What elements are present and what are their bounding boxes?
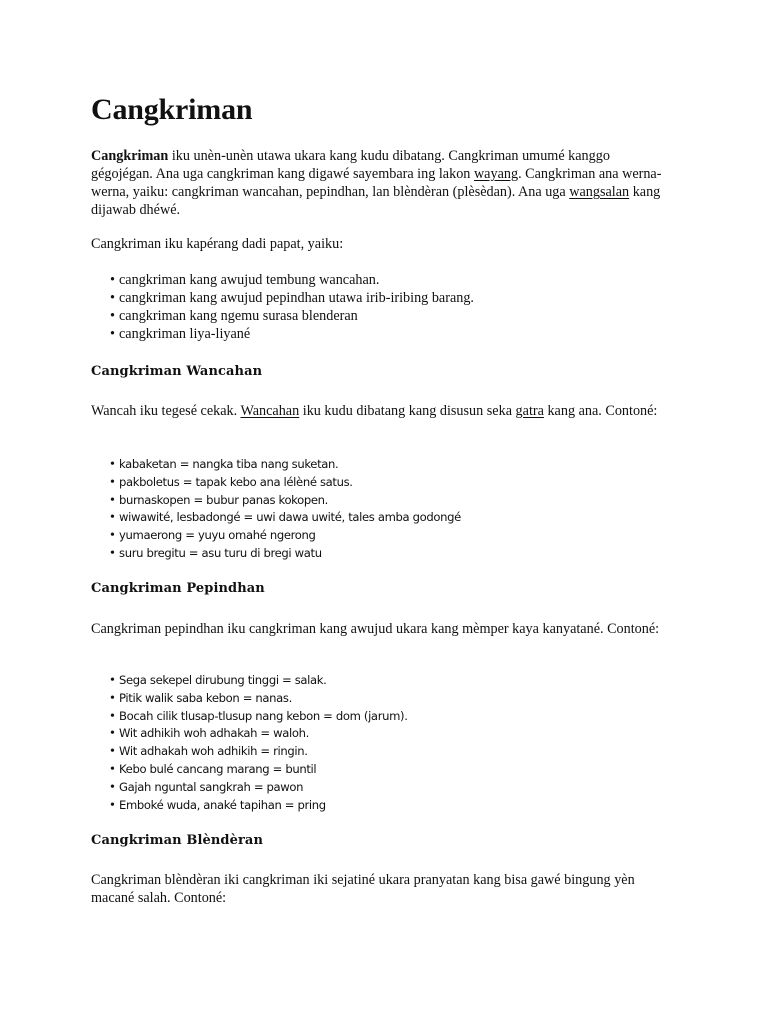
types-list xyxy=(91,271,474,343)
intro-text-1: iku unèn-unèn utawa ukara kang kudu dibatang. Cangkriman umumé kanggo gégojégan. Ana uga cangkriman kang digawé sayembara ing lakon xyxy=(91,148,610,182)
list-item: • cangkriman liya-liyané xyxy=(91,325,474,343)
list-item: • Wit adhakah woh adhikih = ringin. xyxy=(91,743,408,761)
blenderan-paragraph: Cangkriman blèndèran iki cangkriman iki sejatiné ukara pranyatan kang bisa gawé bingung yèn macané salah. Contoné: xyxy=(91,872,635,906)
page-title: Cangkriman xyxy=(91,93,253,126)
list-item: • cangkriman kang ngemu surasa blenderan xyxy=(91,307,474,325)
heading-wancahan: Cangkriman Wancahan xyxy=(91,364,263,379)
link-wayang[interactable]: wayang xyxy=(473,166,519,182)
wancahan-text-3: kang ana. Contoné: xyxy=(543,403,658,419)
list-item: • Wit adhikih woh adhakah = waloh. xyxy=(91,725,408,743)
list-item: • Bocah cilik tlusap-tlusup nang kebon = dom (jarum). xyxy=(91,708,408,726)
link-gatra[interactable]: gatra xyxy=(515,403,544,419)
heading-pepindhan: Cangkriman Pepindhan xyxy=(91,581,265,596)
wancahan-text-2: iku kudu dibatang kang disusun seka xyxy=(299,403,516,419)
list-item: • Gajah nguntal sangkrah = pawon xyxy=(91,779,408,797)
pepindhan-paragraph: Cangkriman pepindhan iku cangkriman kang awujud ukara kang mèmper kaya kanyatané. Contoné: xyxy=(91,621,660,637)
list-item: • pakboletus = tapak kebo ana lélèné satus. xyxy=(91,474,461,492)
list-item: • kabaketan = nangka tiba nang suketan. xyxy=(91,456,461,474)
link-wancahan[interactable]: Wancahan xyxy=(240,403,300,419)
list-item: • suru bregitu = asu turu di bregi watu xyxy=(91,545,461,563)
list-item: • Kebo bulé cancang marang = buntil xyxy=(91,761,408,779)
list-item: • wiwawité, lesbadongé = uwi dawa uwité, tales amba godongé xyxy=(91,509,461,527)
list-item: • Emboké wuda, anaké tapihan = pring xyxy=(91,797,408,815)
intro-paragraph xyxy=(91,147,671,219)
list-item: • cangkriman kang awujud pepindhan utawa irib-iribing barang. xyxy=(91,289,474,307)
types-intro: Cangkriman iku kapérang dadi papat, yaiku: xyxy=(91,236,344,252)
list-item: • Sega sekepel dirubung tinggi = salak. xyxy=(91,672,408,690)
list-item: • Pitik walik saba kebon = nanas. xyxy=(91,690,408,708)
list-item: • yumaerong = yuyu omahé ngerong xyxy=(91,527,461,545)
wancahan-text-1: Wancah iku tegesé cekak. xyxy=(91,403,241,419)
intro-text-3: kang dijawab dhéwé. xyxy=(91,184,661,218)
heading-blenderan: Cangkriman Blèndèran xyxy=(91,833,263,848)
intro-lead-term: Cangkriman xyxy=(91,148,169,164)
pepindhan-list xyxy=(91,672,408,814)
wancahan-paragraph xyxy=(91,402,671,420)
intro-text-2: . Cangkriman ana werna-werna, yaiku: cangkriman wancahan, pepindhan, lan blèndèran (plèsèdan). Ana uga xyxy=(91,166,662,200)
list-item: • burnaskopen = bubur panas kokopen. xyxy=(91,492,461,510)
list-item: • cangkriman kang awujud tembung wancahan. xyxy=(91,271,474,289)
link-wangsalan[interactable]: wangsalan xyxy=(569,184,630,200)
wancahan-list xyxy=(91,456,461,563)
